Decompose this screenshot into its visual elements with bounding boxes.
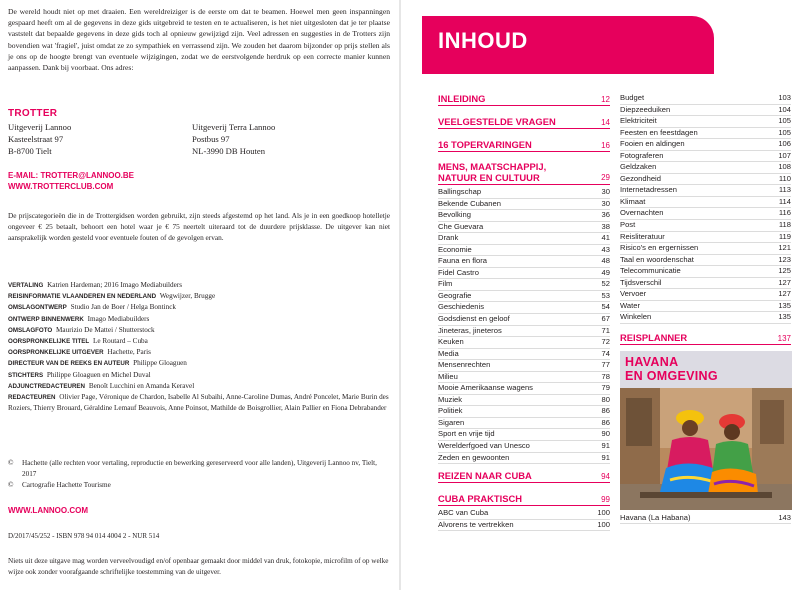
toc-page-number: 79 — [601, 383, 610, 393]
toc-spacer — [438, 131, 610, 139]
toc-entry[interactable] — [438, 429, 610, 441]
toc-entry-label: Telecommunicatie — [620, 266, 681, 276]
toc-entry-label: Tijdsverschil — [620, 277, 662, 287]
toc-section-reisplanner[interactable] — [620, 332, 791, 345]
toc-page-number: 99 — [601, 495, 610, 505]
toc-entry[interactable] — [438, 383, 610, 395]
toc-entry[interactable] — [620, 197, 791, 209]
toc-page-number: 77 — [601, 360, 610, 370]
toc-entry-label: Geografie — [438, 290, 472, 300]
toc-entry-label: Che Guevara — [438, 221, 484, 231]
copyright-text: Cartografie Hachette Tourisme — [22, 481, 111, 490]
credit-row — [8, 314, 392, 325]
toc-entry-label: Mensenrechten — [438, 360, 491, 370]
credit-row — [8, 336, 392, 347]
toc-entry-label: Vervoer — [620, 289, 647, 299]
toc-page-number: 36 — [601, 210, 610, 220]
toc-entry-label: Sigaren — [438, 417, 465, 427]
toc-page-number: 90 — [601, 429, 610, 439]
credit-value: Maurizio De Mattei / Shutterstock — [56, 325, 155, 334]
credits-list — [8, 280, 392, 414]
toc-page-number: 12 — [601, 95, 610, 104]
toc-entry[interactable] — [620, 116, 791, 128]
toc-entry[interactable] — [438, 256, 610, 268]
toc-entry[interactable] — [620, 255, 791, 267]
lannoo-website-link[interactable]: WWW.LANNOO.COM — [8, 506, 88, 515]
toc-entry[interactable] — [620, 232, 791, 244]
intro-paragraph: De wereld houdt niet op met draaien. Een wereldreiziger is de eerste om dat te beamen. Hoewel men geen inspanningen gespaard heeft om al de gegevens in deze gids uitgebreid te testen en te actualiseren, is het niet uitgesloten dat je ter plaatse vaststelt dat bepaalde gegevens in deze gids toch al opnieuw gewijzigd zijn. Veel adressen en suggesties in de Trotters zijn bovendien wat 'fragiel', juist omdat ze zo sympathiek en verrassend zijn. We zouden het daarom bijzonder op prijs stellen als je ons op de hoogte brengt van eventuele wijzigingen, zodat we de eerstvolgende herdruk op een correcte manier kunnen aanpassen. Dank bij voorbaat. Ons adres: — [8, 7, 390, 73]
toc-section-label: VEELGESTELDE VRAGEN — [438, 116, 556, 127]
toc-entry[interactable] — [438, 337, 610, 349]
toc-entry[interactable] — [620, 301, 791, 313]
toc-entry[interactable] — [620, 162, 791, 174]
toc-entry[interactable] — [438, 520, 610, 532]
toc-entry[interactable] — [438, 326, 610, 338]
toc-page-number: 103 — [778, 93, 791, 102]
toc-page-number: 110 — [778, 173, 791, 183]
toc-page-number: 49 — [601, 267, 610, 277]
havana-section — [620, 351, 792, 510]
copyright-text: Hachette (alle rechten voor vertaling, reproductie en bewerking gereserveerd voor alle landen), Uitgeverij Lannoo nv, Tielt, 2017 — [22, 459, 377, 479]
toc-entry-label: Klimaat — [620, 196, 646, 206]
toc-page-number: 43 — [601, 244, 610, 254]
legal-notice: Niets uit deze uitgave mag worden verveelvoudigd en/of openbaar gemaakt door middel van druk, fotokopie, microfilm of op welke wijze ook zonder voorafgaande schriftelijke toestemming van de uitgever. — [8, 557, 389, 577]
havana-photo — [620, 388, 792, 510]
address-line: Postbus 97 — [192, 134, 230, 144]
isbn-line: D/2017/45/252 - ISBN 978 94 014 4004 2 - NUR 514 — [8, 532, 160, 540]
toc-entry-label: Water — [620, 300, 640, 310]
address-terra-lannoo — [192, 121, 275, 157]
toc-page-number: 30 — [601, 198, 610, 208]
toc-entry-label: Budget — [620, 93, 645, 102]
credit-row — [8, 392, 392, 414]
toc-entry-label: Werelderfgoed van Unesco — [438, 441, 530, 451]
toc-page-number: 14 — [601, 118, 610, 127]
credit-row — [8, 325, 392, 336]
toc-entry-label: Keuken — [438, 337, 464, 347]
address-line: Kasteelstraat 97 — [8, 134, 64, 144]
toc-page-number: 38 — [601, 221, 610, 231]
toc-page-number: 86 — [601, 406, 610, 416]
address-line: NL-3990 DB Houten — [192, 146, 266, 156]
credit-label: OMSLAGONTWERP — [8, 304, 67, 312]
toc-spacer — [438, 108, 610, 116]
toc-entry[interactable] — [620, 289, 791, 301]
toc-entry[interactable] — [620, 128, 791, 140]
credit-label: ADJUNCTREDACTEUREN — [8, 382, 86, 390]
havana-title-line: EN OMGEVING — [625, 368, 718, 383]
toc-entry-label: Bekende Cubanen — [438, 198, 501, 208]
toc-page-number: 105 — [778, 116, 791, 126]
credit-label: ONTWERP BINNENWERK — [8, 315, 84, 323]
toc-entry-label: Overnachten — [620, 208, 664, 218]
toc-page-number: 86 — [601, 417, 610, 427]
copyright-item — [8, 458, 392, 480]
toc-entry[interactable] — [620, 105, 791, 117]
toc-entry[interactable] — [438, 441, 610, 453]
toc-entry[interactable] — [438, 210, 610, 222]
toc-page-number: 119 — [778, 231, 791, 241]
toc-entry-label: Milieu — [438, 371, 458, 381]
toc-page-number: 91 — [601, 452, 610, 462]
toc-section-inleiding[interactable] — [438, 93, 610, 106]
address-line: Uitgeverij Terra Lannoo — [192, 122, 276, 132]
email-link[interactable]: E-MAIL: TROTTER@LANNOO.BE — [8, 171, 135, 180]
toc-page-number: 78 — [601, 371, 610, 381]
toc-entry-label: Diepzeeduiken — [620, 104, 671, 114]
toc-page-number: 113 — [778, 185, 791, 195]
toc-entry-label: Risico's en ergernissen — [620, 243, 699, 253]
toc-section-mens-maatschappij[interactable] — [438, 162, 610, 185]
toc-entry[interactable] — [620, 220, 791, 232]
toc-section-label: REISPLANNER — [620, 331, 688, 343]
toc-page-number: 100 — [597, 519, 610, 529]
toc-entry-havana[interactable] — [620, 513, 791, 525]
toc-page-number: 94 — [601, 472, 610, 482]
credit-value: Benoît Lucchini en Amanda Keravel — [88, 381, 195, 390]
toc-entry-label: Fauna en flora — [438, 256, 487, 266]
toc-entry[interactable] — [438, 199, 610, 211]
credit-value: Katrien Hardeman; 2016 Imago Mediabuilders — [47, 281, 183, 289]
toc-page-number: 41 — [601, 233, 610, 243]
credit-label: REISINFORMATIE VLAANDEREN EN NEDERLAND — [8, 293, 157, 301]
toc-page-number: 100 — [597, 508, 610, 518]
credit-row — [8, 381, 392, 392]
toc-entry[interactable] — [620, 278, 791, 290]
toc-entry[interactable] — [438, 291, 610, 303]
toc-entries-praktisch-continued — [620, 93, 791, 324]
toc-page-number: 67 — [601, 314, 610, 324]
credit-value: Le Routard – Cuba — [92, 337, 148, 346]
toc-section-label: CUBA PRAKTISCH — [438, 493, 523, 505]
toc-entry[interactable] — [620, 243, 791, 255]
toc-entry[interactable] — [438, 222, 610, 234]
toc-entry[interactable] — [438, 279, 610, 291]
copyright-icon: © — [8, 459, 14, 467]
toc-section-label — [438, 162, 546, 183]
toc-page-number: 107 — [778, 150, 791, 160]
toc-section-topervaringen[interactable] — [438, 139, 610, 152]
toc-section-label-line: MENS, MAATSCHAPPIJ, — [438, 161, 547, 172]
address-lannoo — [8, 121, 71, 157]
toc-entry[interactable] — [620, 93, 791, 105]
toc-page-number: 53 — [601, 290, 610, 300]
toc-entry[interactable] — [438, 268, 610, 280]
toc-section-cuba-praktisch[interactable] — [438, 493, 610, 506]
toc-page-number: 135 — [778, 312, 791, 322]
toc-page-number: 105 — [778, 127, 791, 137]
toc-section-label: REIZEN NAAR CUBA — [438, 470, 532, 482]
credit-row — [8, 370, 392, 381]
toc-page-number: 127 — [778, 277, 791, 287]
toc-entry-label: Havana (La Habana) — [620, 512, 691, 522]
toc-page-number: 116 — [778, 208, 791, 218]
toc-section-veelgestelde-vragen[interactable] — [438, 116, 610, 129]
price-paragraph: De prijscategorieën die in de Trottergidsen worden gebruikt, zijn steeds afgestemd op het land. Als je in een goedkoop hotelletje ongeveer € 25 betaalt, behoort een hotel waar je € 75 neertelt uiteraard tot de duurdere prijsklasse. De uitgever kan niet aansprakelijk worden gesteld voor eventuele fouten of de gevolgen ervan. — [8, 211, 390, 243]
toc-entry-label: Drank — [438, 233, 459, 243]
toc-page-number: 30 — [601, 187, 610, 196]
toc-entry-label: Alvorens te vertrekken — [438, 519, 514, 529]
toc-entry-label: Mooie Amerikaanse wagens — [438, 383, 533, 393]
toc-entry[interactable] — [438, 245, 610, 257]
toc-entry[interactable] — [438, 360, 610, 372]
credit-value: Philippe Gloaguen en Michel Duval — [46, 370, 151, 379]
toc-page-number: 135 — [778, 300, 791, 310]
credit-row — [8, 302, 392, 313]
toc-entry-label: Winkelen — [620, 312, 652, 322]
address-line: B-8700 Tielt — [8, 146, 52, 156]
toc-page-number: 123 — [778, 254, 791, 264]
toc-page-number: 72 — [601, 337, 610, 347]
toc-page-number: 108 — [778, 162, 791, 172]
copyright-item — [8, 480, 392, 491]
toc-entry-label: Sport en vrije tijd — [438, 429, 495, 439]
toc-entries-mens — [438, 187, 610, 464]
toc-entry-label: Media — [438, 348, 459, 358]
title-banner — [422, 16, 714, 74]
toc-entry[interactable] — [438, 395, 610, 407]
toc-page-number: 16 — [601, 141, 610, 150]
credit-label: OORSPRONKELIJKE UITGEVER — [8, 349, 104, 357]
copyright-block — [8, 458, 392, 492]
toc-entry-label: Taal en woordenschat — [620, 254, 694, 264]
toc-section-label: 16 TOPERVARINGEN — [438, 139, 532, 150]
credit-row — [8, 358, 392, 369]
toc-entry-label: Jineteras, jineteros — [438, 325, 502, 335]
toc-entry-label: Zeden en gewoonten — [438, 452, 510, 462]
toc-page-number: 118 — [778, 220, 791, 230]
toc-entry-label: Film — [438, 279, 453, 289]
toc-entry[interactable] — [620, 185, 791, 197]
toc-entry-label: Muziek — [438, 394, 463, 404]
toc-entry-label: Feesten en feestdagen — [620, 127, 698, 137]
toc-entry-label: Bevolking — [438, 210, 471, 220]
toc-page-number: 80 — [601, 394, 610, 404]
credit-row — [8, 280, 392, 291]
toc-column-right — [620, 93, 791, 524]
credit-value: Studio Jan de Boer / Helga Bontinck — [70, 303, 176, 312]
toc-section-label-line: NATUUR EN CULTUUR — [438, 171, 540, 183]
credit-row — [8, 291, 392, 302]
credit-label: OMSLAGFOTO — [8, 326, 53, 334]
toc-section-reizen-naar-cuba[interactable] — [438, 470, 610, 483]
toc-entry[interactable] — [438, 302, 610, 314]
toc-entry-label: Ballingschap — [438, 187, 482, 196]
toc-entry-label: Geldzaken — [620, 162, 657, 172]
toc-entry[interactable] — [438, 314, 610, 326]
credit-label: VERTALING — [8, 282, 44, 289]
toc-page-number: 137 — [777, 333, 791, 343]
toc-spacer — [438, 485, 610, 493]
toc-entry-label: Politiek — [438, 406, 463, 416]
credit-value: Hachette, Paris — [107, 348, 151, 357]
credit-value: Wegwijzer, Brugge — [159, 292, 216, 301]
toc-entry[interactable] — [438, 187, 610, 199]
toc-page-number: 125 — [778, 266, 791, 276]
toc-page-number: 127 — [778, 289, 791, 299]
toc-entry[interactable] — [620, 312, 791, 324]
toc-page-number: 54 — [601, 302, 610, 312]
havana-title-line: HAVANA — [625, 354, 679, 369]
toc-page-number: 71 — [601, 325, 610, 335]
contact-block — [8, 170, 134, 192]
toc-entry[interactable] — [620, 266, 791, 278]
toc-entry[interactable] — [620, 174, 791, 186]
toc-column-left — [438, 93, 610, 531]
toc-entry[interactable] — [438, 233, 610, 245]
toc-entry-label: ABC van Cuba — [438, 508, 489, 518]
credit-value: Imago Mediabuilders — [87, 314, 150, 323]
credit-row — [8, 347, 392, 358]
toc-entry[interactable] — [438, 349, 610, 361]
toc-entry-label: Gezondheid — [620, 173, 661, 183]
toc-page-number: 91 — [601, 441, 610, 451]
toc-entry-label: Godsdienst en geloof — [438, 314, 510, 324]
havana-title-box — [620, 351, 792, 388]
toc-entry-label: Reisliteratuur — [620, 231, 665, 241]
page-title: INHOUD — [438, 28, 528, 53]
toc-page-number: 29 — [601, 172, 610, 182]
toc-page-number: 48 — [601, 256, 610, 266]
toc-page-number: 74 — [601, 348, 610, 358]
toc-entry[interactable] — [438, 453, 610, 465]
toc-page-number: 106 — [778, 139, 791, 149]
credit-label: STICHTERS — [8, 371, 44, 379]
toc-entry-label: Post — [620, 220, 636, 230]
toc-entry[interactable] — [438, 508, 610, 520]
toc-entry-label: Fidel Castro — [438, 267, 479, 277]
address-line: Uitgeverij Lannoo — [8, 122, 72, 132]
toc-entry[interactable] — [620, 139, 791, 151]
toc-spacer — [620, 324, 791, 332]
toc-entry-label: Economie — [438, 244, 472, 254]
toc-entry-label: Fooien en aldingen — [620, 139, 685, 149]
toc-entry-label: Fotograferen — [620, 150, 664, 160]
copyright-icon: © — [8, 481, 14, 490]
credit-label: REDACTEUREN — [8, 394, 56, 402]
trotterclub-link[interactable]: WWW.TROTTERCLUB.COM — [8, 182, 114, 191]
toc-entry-label: Internetadressen — [620, 185, 677, 195]
toc-entry-label: Geschiedenis — [438, 302, 485, 312]
toc-entries-praktisch — [438, 508, 610, 531]
toc-entry[interactable] — [438, 406, 610, 418]
toc-page-number: 121 — [778, 243, 791, 253]
credit-label: OORSPRONKELIJKE TITEL — [8, 338, 90, 346]
toc-entry[interactable] — [620, 208, 791, 220]
credit-value: Philippe Gloaguen — [133, 359, 187, 368]
toc-page-number: 104 — [778, 104, 791, 114]
credit-value: Olivier Page, Véronique de Chardon, Isabelle Al Subaihi, Anne-Caroline Dumas, André Poncelet, Marie Burin des Roziers, Thierry Brouard, Géraldine Lemauf Beauvois, Anne Poinsot, Mathilde de Boisgrollier, Alain Pallier en Fiona Debrabander — [8, 393, 389, 413]
publisher-title: TROTTER — [8, 108, 58, 119]
toc-entry[interactable] — [438, 372, 610, 384]
toc-entry[interactable] — [620, 151, 791, 163]
right-page — [400, 0, 800, 590]
credit-label: DIRECTEUR VAN DE REEKS EN AUTEUR — [8, 360, 130, 368]
toc-page-number: 114 — [778, 196, 791, 206]
toc-page-number: 52 — [601, 279, 610, 289]
toc-entry[interactable] — [438, 418, 610, 430]
toc-page-number: 143 — [778, 512, 791, 522]
toc-section-label: INLEIDING — [438, 93, 486, 104]
toc-entry-label: Elektriciteit — [620, 116, 657, 126]
